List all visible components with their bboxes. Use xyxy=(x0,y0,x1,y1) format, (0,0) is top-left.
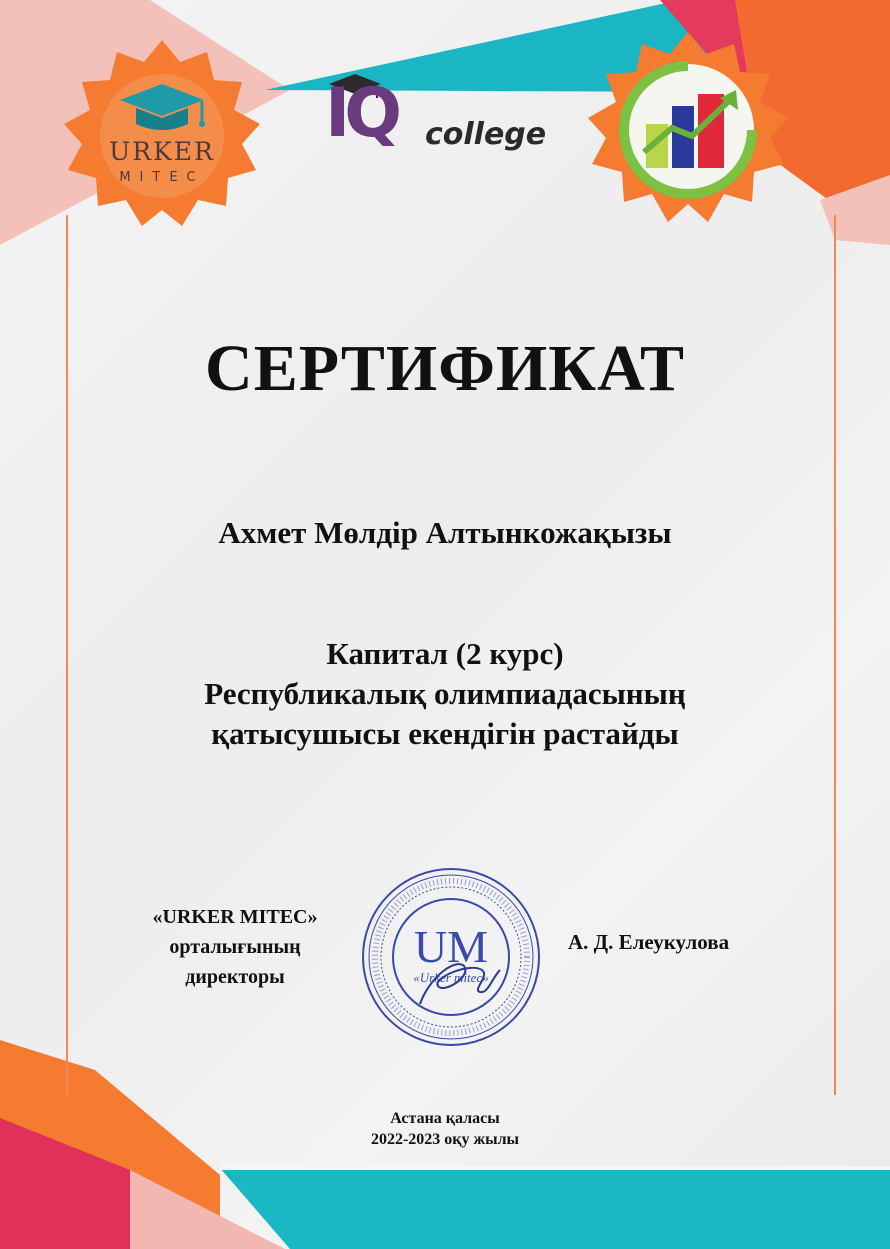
brand-mark: IQ xyxy=(325,74,397,153)
description-line: Капитал (2 курс) xyxy=(326,636,564,671)
brand-word: college xyxy=(425,117,547,152)
certificate-footer xyxy=(0,1108,890,1150)
stamp-caption: «Urker mitec» xyxy=(413,970,489,985)
badge-text-urker: URKER xyxy=(109,137,215,166)
stamp-initials: UM xyxy=(413,921,489,972)
description-line: қатысушысы екендігін растайды xyxy=(211,716,679,751)
signatory-org-line: директоры xyxy=(185,966,285,988)
footer-city: Астана қаласы xyxy=(390,1110,500,1127)
certificate-title: СЕРТИФИКАТ xyxy=(205,332,685,405)
footer-year: 2022-2023 оқу жылы xyxy=(370,1131,520,1148)
iq-college-logo xyxy=(325,74,555,178)
signatory-name: А. Д. Елеукулова xyxy=(568,930,730,954)
description-line: Республикалық олимпиадасының xyxy=(204,676,686,711)
recipient-name: Ахмет Мөлдір Алтынкожақызы xyxy=(218,515,672,550)
signatory-org-line: орталығының xyxy=(169,936,301,958)
signatory-position xyxy=(110,902,360,992)
badge-text-mitec: MITEC xyxy=(119,170,205,185)
urker-mitec-logo xyxy=(64,40,260,236)
bg-shape-bottom-teal xyxy=(220,1168,890,1249)
economics-emblem-logo xyxy=(588,32,788,232)
signatory-org-line: «URKER MITEC» xyxy=(152,906,318,928)
certificate-description xyxy=(0,634,890,754)
official-stamp xyxy=(360,866,542,1048)
bg-bottom-divider xyxy=(220,1166,890,1170)
